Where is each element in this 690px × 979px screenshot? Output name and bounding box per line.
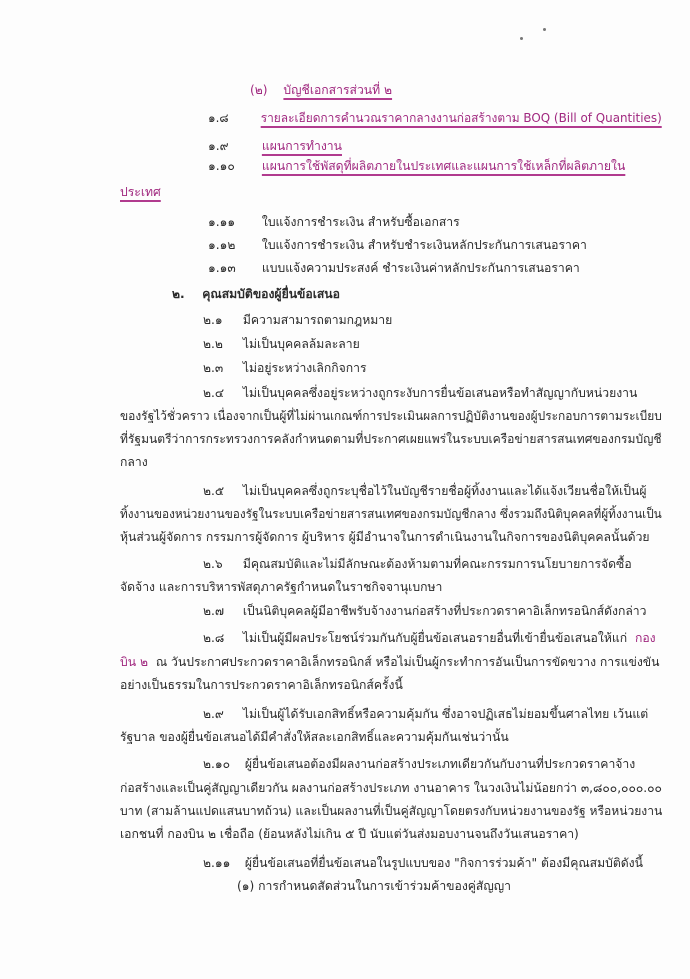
item-text: จัดจ้าง และการบริหารพัสดุภาครัฐกำหนดในราชกิจจานุเบกษา bbox=[120, 580, 443, 594]
section-number: ๒. bbox=[172, 287, 185, 301]
item-text: อย่างเป็นธรรมในการประกวดราคาอิเล็กทรอนิกส์ครั้งนี้ bbox=[120, 678, 403, 692]
item-text: ใบแจ้งการชำระเงิน สำหรับซื้อเอกสาร bbox=[261, 215, 460, 229]
item-number: ๒.๒ bbox=[203, 337, 223, 351]
agency-name: บิน ๒ bbox=[120, 655, 148, 669]
item-2-3 bbox=[203, 360, 367, 376]
item-2-8-line-2 bbox=[120, 654, 659, 670]
item-2-4-line-1 bbox=[203, 385, 637, 401]
item-number: ๒.๑ bbox=[203, 313, 223, 327]
item-2-4-line-2 bbox=[120, 408, 662, 424]
item-text: กลาง bbox=[120, 455, 148, 469]
item-text: มีคุณสมบัติและไม่มีลักษณะต้องห้ามตามที่คณะกรรมการนโยบายการจัดซื้อ bbox=[242, 557, 632, 571]
item-text: ที่รัฐมนตรีว่าการกระทรวงการคลังกำหนดตามที่ประกาศเผยแพร่ในระบบเครือข่ายสารสนเทศของกรมบัญชี bbox=[120, 432, 662, 446]
item-text: มีความสามารถตามกฎหมาย bbox=[242, 313, 393, 327]
item-2-5-line-1 bbox=[203, 483, 647, 499]
item-number: ๒.๑๑ bbox=[203, 856, 231, 870]
item-text: ทิ้งงานของหน่วยงานของรัฐในระบบเครือข่ายสารสนเทศของกรมบัญชีกลาง ซึ่งรวมถึงนิติบุคคลที่ผู้ทิ้งงานเป็น bbox=[120, 507, 662, 521]
item-number: ๑.๑๑ bbox=[208, 215, 236, 229]
item-text: ไม่เป็นบุคคลซึ่งถูกระบุชื่อไว้ในบัญชีรายชื่อผู้ทิ้งงานและได้แจ้งเวียนชื่อให้เป็นผู้ bbox=[242, 484, 647, 498]
item-2-10-line-1 bbox=[203, 756, 635, 772]
item-number: ๒.๑๐ bbox=[203, 757, 231, 771]
item-number: ๑.๑๒ bbox=[208, 238, 236, 252]
item-2-7 bbox=[203, 603, 647, 619]
item-number: ๒.๗ bbox=[203, 604, 225, 618]
item-text: หุ้นส่วนผู้จัดการ กรรมการผู้จัดการ ผู้บริหาร ผู้มีอำนาจในการดำเนินงานในกิจการของนิติบุคคลนั้นด้วย bbox=[120, 530, 650, 544]
item-text: บาท (สามล้านแปดแสนบาทถ้วน) และเป็นผลงานที่เป็นคู่สัญญาโดยตรงกับหน่วยงานของรัฐ หรือหน่วยงาน bbox=[120, 804, 663, 818]
item-text: แบบแจ้งความประสงค์ ชำระเงินค่าหลักประกันการเสนอราคา bbox=[261, 261, 580, 275]
item-2-4-line-4 bbox=[120, 454, 148, 470]
item-2-10-line-2 bbox=[120, 780, 662, 796]
item-text: (๑) การกำหนดสัดส่วนในการเข้าร่วมค้าของคู่สัญญา bbox=[237, 879, 511, 893]
item-1-8 bbox=[208, 110, 662, 126]
item-text: เอกชนที่ กองบิน ๒ เชื่อถือ (ย้อนหลังไม่เกิน ๕ ปี นับแต่วันส่งมอบงานจนถึงวันเสนอราคา) bbox=[120, 827, 579, 841]
item-text: ประเทศ bbox=[120, 185, 161, 199]
item-1-9 bbox=[208, 138, 342, 154]
item-2-10-line-4 bbox=[120, 826, 579, 842]
item-text: ไม่เป็นบุคคลซึ่งอยู่ระหว่างถูกระงับการยื่นข้อเสนอหรือทำสัญญากับหน่วยงาน bbox=[242, 386, 638, 400]
item-number: ๒.๘ bbox=[203, 631, 225, 645]
item-text: ไม่เป็นผู้ได้รับเอกสิทธิ์หรือความคุ้มกัน ซึ่งอาจปฏิเสธไม่ยอมขึ้นศาลไทย เว้นแต่ bbox=[242, 707, 649, 721]
item-number: ๑.๘ bbox=[208, 111, 229, 125]
item-number: (๒) bbox=[250, 83, 268, 97]
item-number: ๑.๑๐ bbox=[208, 159, 235, 173]
item-2-2 bbox=[203, 336, 360, 352]
item-number: ๒.๖ bbox=[203, 557, 223, 571]
item-number: ๑.๑๓ bbox=[208, 261, 236, 275]
item-number: ๒.๕ bbox=[203, 484, 225, 498]
item-2-5-line-3 bbox=[120, 529, 650, 545]
item-1-10-continuation bbox=[120, 184, 161, 200]
item-text: แผนการใช้พัสดุที่ผลิตภายในประเทศและแผนการใช้เหล็กที่ผลิตภายใน bbox=[261, 159, 626, 173]
item-1-10 bbox=[208, 158, 625, 174]
item-text: ไม่อยู่ระหว่างเลิกกิจการ bbox=[242, 361, 367, 375]
item-text: รายละเอียดการคำนวณราคากลางงานก่อสร้างตาม BOQ (Bill of Quantities) bbox=[260, 111, 662, 125]
item-text: ณ วันประกาศประกวดราคาอิเล็กทรอนิกส์ หรือไม่เป็นผู้กระทำการอันเป็นการขัดขวาง การแข่งขัน bbox=[155, 655, 660, 669]
item-2-6-line-1 bbox=[203, 556, 632, 572]
item-number: ๒.๔ bbox=[203, 386, 225, 400]
item-number: ๒.๙ bbox=[203, 707, 224, 721]
item-2-4-line-3 bbox=[120, 431, 662, 447]
item-text: ไม่เป็นบุคคลล้มละลาย bbox=[242, 337, 360, 351]
item-2-1 bbox=[203, 312, 392, 328]
speck bbox=[543, 28, 546, 31]
item-2-9-line-1 bbox=[203, 706, 648, 722]
section-title: คุณสมบัติของผู้ยื่นข้อเสนอ bbox=[202, 287, 340, 301]
item-number: ๒.๓ bbox=[203, 361, 224, 375]
item-text: ผู้ยื่นข้อเสนอต้องมีผลงานก่อสร้างประเภทเดียวกันกับงานที่ประกวดราคาจ้าง bbox=[244, 757, 636, 771]
item-text: ก่อสร้างและเป็นคู่สัญญาเดียวกัน ผลงานก่อสร้างประเภท งานอาคาร ในวงเงินไม่น้อยกว่า ๓,๘๐๐,๐๐๐.๐๐ bbox=[120, 781, 662, 795]
item-2-8-line-1 bbox=[203, 630, 656, 646]
item-text: ไม่เป็นผู้มีผลประโยชน์ร่วมกันกับผู้ยื่นข้อเสนอรายอื่นที่เข้ายื่นข้อเสนอให้แก่ bbox=[242, 631, 628, 645]
item-2-11-line-1 bbox=[203, 855, 643, 871]
item-text: ใบแจ้งการชำระเงิน สำหรับชำระเงินหลักประกันการเสนอราคา bbox=[261, 238, 587, 252]
section-2-heading bbox=[172, 286, 340, 302]
item-text: เป็นนิติบุคคลผู้มีอาชีพรับจ้างงานก่อสร้างที่ประกวดราคาอิเล็กทรอนิกส์ดังกล่าว bbox=[242, 604, 647, 618]
item-text: บัญชีเอกสารส่วนที่ ๒ bbox=[283, 83, 393, 97]
item-text: แผนการทำงาน bbox=[261, 139, 342, 153]
item-2-11-sub-1 bbox=[237, 878, 511, 894]
item-1-12 bbox=[208, 237, 587, 253]
speck bbox=[520, 37, 523, 40]
item-2-10-line-3 bbox=[120, 803, 662, 819]
header-item bbox=[250, 82, 392, 98]
item-text: รัฐบาล ของผู้ยื่นข้อเสนอได้มีคำสั่งให้สละเอกสิทธิ์และความคุ้มกันเช่นว่านั้น bbox=[120, 730, 509, 744]
item-2-8-line-3 bbox=[120, 677, 403, 693]
item-text: ของรัฐไว้ชั่วคราว เนื่องจากเป็นผู้ที่ไม่ผ่านเกณฑ์การประเมินผลการปฏิบัติงานของผู้ประกอบการตามระเบียบ bbox=[120, 409, 662, 423]
item-1-11 bbox=[208, 214, 460, 230]
item-1-13 bbox=[208, 260, 580, 276]
item-2-5-line-2 bbox=[120, 506, 662, 522]
item-2-6-line-2 bbox=[120, 579, 442, 595]
item-text: ผู้ยื่นข้อเสนอที่ยื่นข้อเสนอในรูปแบบของ "กิจการร่วมค้า" ต้องมีคุณสมบัติดังนี้ bbox=[244, 856, 643, 870]
agency-name: กอง bbox=[634, 631, 656, 645]
item-2-9-line-2 bbox=[120, 729, 509, 745]
item-number: ๑.๙ bbox=[208, 139, 229, 153]
